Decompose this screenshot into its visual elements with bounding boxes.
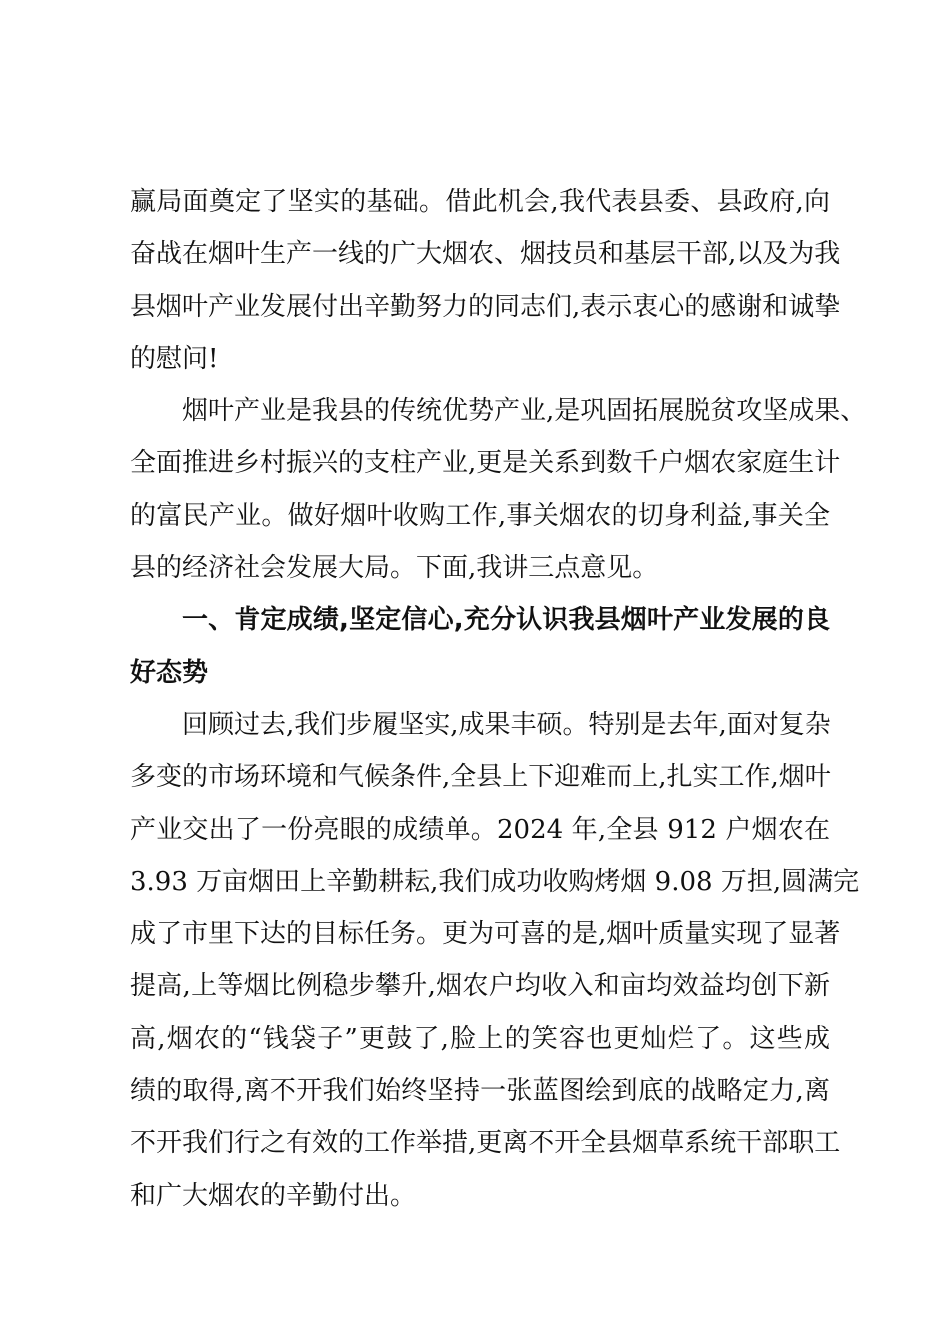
text-line: 全面推进乡村振兴的支柱产业,更是关系到数千户烟农家庭生计 bbox=[130, 448, 841, 479]
text-line: 回顾过去,我们步履坚实,成果丰硕。特别是去年,面对复杂 bbox=[182, 709, 831, 740]
text-line: 奋战在烟叶生产一线的广大烟农、烟技员和基层干部,以及为我 bbox=[130, 239, 841, 270]
text-line: 不开我们行之有效的工作举措,更离不开全县烟草系统干部职工 bbox=[130, 1128, 841, 1159]
text-line: 产业交出了一份亮眼的成绩单。2024 年,全县 912 户烟农在 bbox=[130, 814, 830, 845]
text-line: 县烟叶产业发展付出辛勤努力的同志们,表示衷心的感谢和诚挚 bbox=[130, 291, 841, 322]
text-line: 和广大烟农的辛勤付出。 bbox=[130, 1180, 417, 1211]
text-line: 绩的取得,离不开我们始终坚持一张蓝图绘到底的战略定力,离 bbox=[130, 1076, 830, 1107]
text-line: 烟叶产业是我县的传统优势产业,是巩固拓展脱贫攻坚成果、 bbox=[182, 396, 867, 427]
text-line: 3.93 万亩烟田上辛勤耕耘,我们成功收购烤烟 9.08 万担,圆满完 bbox=[130, 866, 860, 897]
text-line: 赢局面奠定了坚实的基础。借此机会,我代表县委、县政府,向 bbox=[130, 187, 830, 217]
heading-line: 好态势 bbox=[130, 657, 209, 688]
text-line: 的慰问! bbox=[130, 343, 219, 374]
text-line: 多变的市场环境和气候条件,全县上下迎难而上,扎实工作,烟叶 bbox=[130, 762, 831, 793]
document-body bbox=[130, 176, 867, 1222]
text-line: 县的经济社会发展大局。下面,我讲三点意见。 bbox=[130, 553, 659, 584]
text-line: 提高,上等烟比例稳步攀升,烟农户均收入和亩均效益均创下新 bbox=[130, 971, 830, 1002]
heading-line: 一、肯定成绩,坚定信心,充分认识我县烟叶产业发展的良 bbox=[182, 605, 830, 636]
section-heading bbox=[130, 594, 830, 699]
text-line: 的富民产业。做好烟叶收购工作,事关烟农的切身利益,事关全 bbox=[130, 500, 830, 531]
paragraph-thanks bbox=[130, 176, 841, 385]
text-line: 高,烟农的“钱袋子”更鼓了,脸上的笑容也更灿烂了。这些成 bbox=[130, 1023, 830, 1054]
paragraph-industry bbox=[130, 385, 867, 594]
paragraph-review bbox=[130, 699, 860, 1222]
text-line: 成了市里下达的目标任务。更为可喜的是,烟叶质量实现了显著 bbox=[130, 919, 841, 950]
